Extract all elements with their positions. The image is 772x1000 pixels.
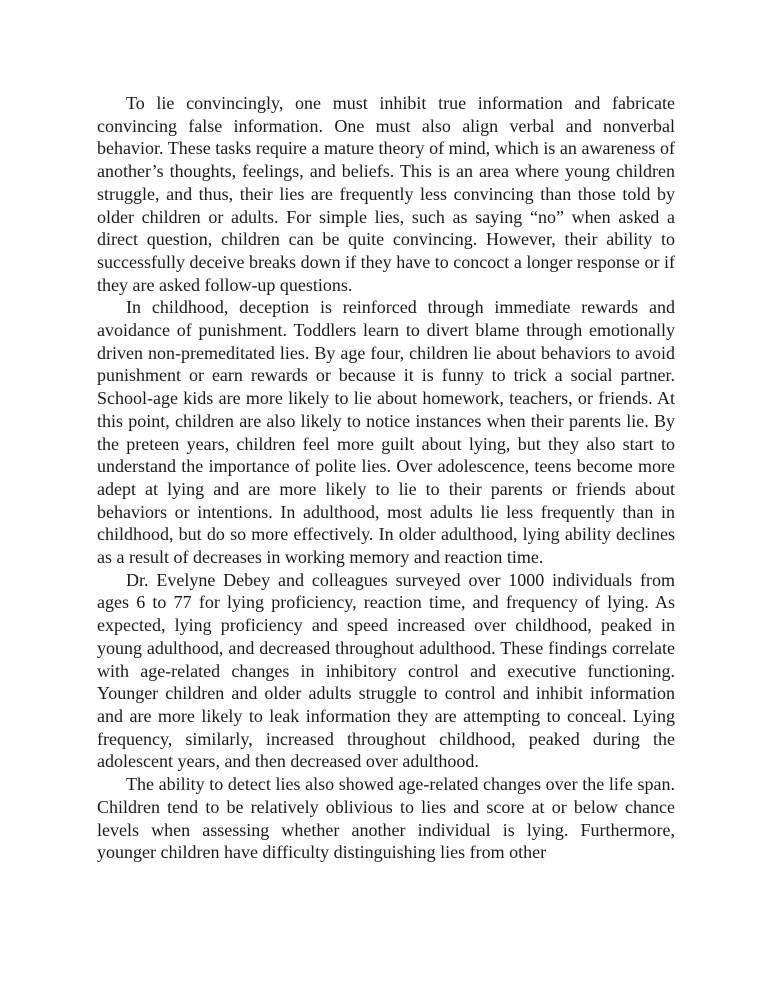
paragraph-1: To lie convincingly, one must inhibit true information and fabricate convincing false information. One must also align verbal and nonverbal behavior. These tasks require a mature theory of mind, which is an awareness of another’s thoughts, feelings, and beliefs. This is an area where young children struggle, and thus, their lies are frequently less convincing than those told by older children or adults. For simple lies, such as saying “no” when asked a direct question, children can be quite convincing. However, their ability to successfully deceive breaks down if they have to concoct a longer response or if they are asked follow-up questions.: [97, 93, 675, 295]
paragraph-3: Dr. Evelyne Debey and colleagues surveyed over 1000 individuals from ages 6 to 77 for lying proficiency, reaction time, and frequency of lying. As expected, lying proficiency and speed increased over childhood, peaked in young adulthood, and decreased throughout adulthood. These findings correlate with age-related changes in inhibitory control and executive functioning. Younger children and older adults struggle to control and inhibit information and are more likely to leak information they are attempting to conceal. Lying frequency, similarly, increased throughout childhood, peaked during the adolescent years, and then decreased over adulthood.: [97, 569, 675, 772]
paragraph-4: The ability to detect lies also showed age-related changes over the life span. Children tend to be relatively oblivious to lies and score at or below chance levels when assessing whether another individual is lying. Furthermore, younger children have difficulty distinguishing lies from other: [97, 774, 675, 863]
document-page: [97, 92, 675, 864]
paragraph-2: In childhood, deception is reinforced through immediate rewards and avoidance of punishment. Toddlers learn to divert blame through emotionally driven non-premeditated lies. By age four, children lie about behaviors to avoid punishment or earn rewards or because it is funny to trick a social partner. School-age kids are more likely to lie about homework, teachers, or friends. At this point, children are also likely to notice instances when their parents lie. By the preteen years, children feel more guilt about lying, but they also start to understand the importance of polite lies. Over adolescence, teens become more adept at lying and are more likely to lie to their parents or friends about behaviors or intentions. In adulthood, most adults lie less frequently than in childhood, but do so more effectively. In older adulthood, lying ability declines as a result of decreases in working memory and reaction time.: [97, 297, 675, 568]
